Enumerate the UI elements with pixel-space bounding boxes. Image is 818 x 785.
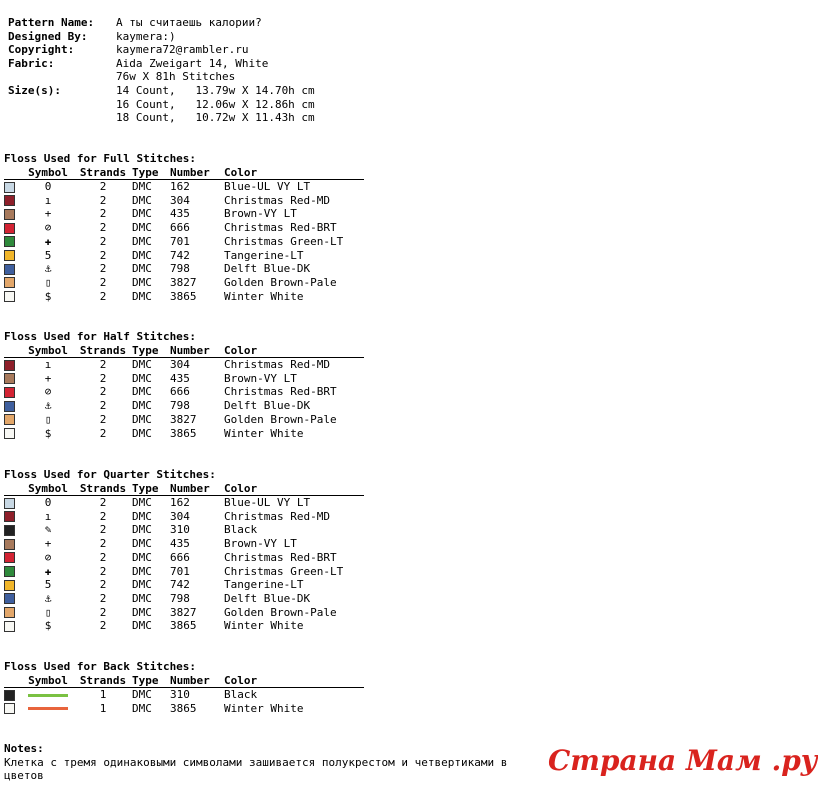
- strands-cell: 2: [99, 358, 107, 371]
- info-row: [8, 30, 315, 44]
- strands-cell: 2: [99, 248, 107, 262]
- type-cell: DMC: [132, 262, 152, 276]
- number-cell: 3865: [170, 619, 197, 633]
- type-cell: DMC: [132, 412, 152, 426]
- stitch-symbol: 5: [44, 248, 52, 262]
- type-cell: DMC: [132, 207, 152, 221]
- column-header-symbol: Symbol: [28, 482, 68, 495]
- strands-cell: 2: [99, 496, 107, 509]
- number-cell: 701: [170, 564, 190, 578]
- color-swatch: [4, 525, 15, 536]
- number-cell: 798: [170, 399, 190, 413]
- number-cell: 3827: [170, 275, 197, 289]
- stitch-symbol: +: [44, 371, 52, 385]
- number-cell: 798: [170, 591, 190, 605]
- section-title: Floss Used for Half Stitches:: [4, 330, 197, 343]
- info-label: Designed By:: [8, 29, 88, 43]
- info-row: [8, 111, 315, 125]
- number-cell: 162: [170, 496, 190, 509]
- quarter-stitches-section: [4, 468, 364, 633]
- table-row: [4, 592, 364, 606]
- table-row: [4, 372, 364, 386]
- info-value: 16 Count, 12.06w X 12.86h cm: [116, 97, 315, 111]
- notes-text-line1: Клетка с тремя одинаковыми символами зашивается полукрестом и четвертиками в: [4, 756, 508, 769]
- stitch-symbol: +: [44, 537, 52, 551]
- type-cell: DMC: [132, 578, 152, 592]
- color-name-cell: Winter White: [224, 701, 304, 715]
- table-row: [4, 510, 364, 524]
- color-name-cell: Brown-VY LT: [224, 371, 297, 385]
- column-header-color: Color: [224, 166, 258, 179]
- column-header-number: Number: [170, 166, 210, 179]
- color-swatch: [4, 703, 15, 714]
- color-name-cell: Christmas Red-MD: [224, 509, 330, 523]
- info-label: Size(s):: [8, 83, 61, 97]
- number-cell: 304: [170, 358, 190, 371]
- table-row: [4, 180, 364, 194]
- column-header-type: Type: [132, 482, 159, 495]
- color-name-cell: Brown-VY LT: [224, 537, 297, 551]
- color-name-cell: Golden Brown-Pale: [224, 275, 337, 289]
- color-swatch: [4, 182, 15, 193]
- stitch-symbol: ⊘: [44, 385, 52, 399]
- info-row: [8, 16, 315, 30]
- number-cell: 3827: [170, 605, 197, 619]
- color-swatch: [4, 291, 15, 302]
- strands-cell: 2: [99, 371, 107, 385]
- stitch-symbol: ▯: [44, 412, 52, 426]
- color-swatch: [4, 690, 15, 701]
- color-swatch: [4, 428, 15, 439]
- table-row: [4, 688, 364, 702]
- color-name-cell: Delft Blue-DK: [224, 262, 311, 276]
- info-value: 76w X 81h Stitches: [116, 70, 236, 84]
- stitch-symbol: 5: [44, 578, 52, 592]
- type-cell: DMC: [132, 509, 152, 523]
- info-value: kaymera:): [116, 29, 176, 43]
- column-header-strands: Strands: [79, 674, 127, 687]
- info-label: Copyright:: [8, 43, 75, 57]
- stitch-symbol: 0: [44, 180, 52, 193]
- table-row: [4, 565, 364, 579]
- table-row: [4, 702, 364, 716]
- table-row: [4, 619, 364, 633]
- number-cell: 435: [170, 371, 190, 385]
- number-cell: 3865: [170, 701, 197, 715]
- info-row: [8, 43, 315, 57]
- floss-table: [4, 674, 364, 715]
- stitch-symbol: ı: [44, 509, 52, 523]
- floss-table: [4, 344, 364, 440]
- strands-cell: 2: [99, 591, 107, 605]
- stitch-symbol: ✚: [44, 234, 52, 248]
- type-cell: DMC: [132, 385, 152, 399]
- color-swatch: [4, 264, 15, 275]
- number-cell: 310: [170, 523, 190, 537]
- pattern-info: [8, 16, 315, 125]
- strands-cell: 2: [99, 385, 107, 399]
- column-header-swatch: [4, 674, 22, 688]
- strands-cell: 2: [99, 289, 107, 303]
- stitch-symbol: ⚓: [44, 591, 52, 605]
- number-cell: 666: [170, 385, 190, 399]
- section-title: Floss Used for Quarter Stitches:: [4, 468, 216, 481]
- number-cell: 435: [170, 537, 190, 551]
- number-cell: 162: [170, 180, 190, 193]
- strands-cell: 2: [99, 221, 107, 235]
- type-cell: DMC: [132, 591, 152, 605]
- type-cell: DMC: [132, 688, 152, 701]
- notes: [4, 742, 507, 782]
- strands-cell: 2: [99, 193, 107, 207]
- color-name-cell: Delft Blue-DK: [224, 399, 311, 413]
- type-cell: DMC: [132, 619, 152, 633]
- column-header-color: Color: [224, 674, 258, 687]
- table-row: [4, 276, 364, 290]
- info-row: [8, 57, 315, 71]
- floss-table: [4, 482, 364, 633]
- table-row: [4, 262, 364, 276]
- strands-cell: 2: [99, 180, 107, 193]
- color-swatch: [4, 250, 15, 261]
- color-swatch: [4, 223, 15, 234]
- column-header-symbol: Symbol: [28, 344, 68, 357]
- type-cell: DMC: [132, 221, 152, 235]
- column-header-type: Type: [132, 344, 159, 357]
- strands-cell: 2: [99, 605, 107, 619]
- table-row: [4, 358, 364, 372]
- info-row: [8, 98, 315, 112]
- type-cell: DMC: [132, 193, 152, 207]
- stitch-symbol: ⊘: [44, 550, 52, 564]
- info-row: [8, 84, 315, 98]
- stitch-symbol: +: [44, 207, 52, 221]
- column-header-strands: Strands: [79, 166, 127, 179]
- color-swatch: [4, 236, 15, 247]
- number-cell: 666: [170, 221, 190, 235]
- column-header-strands: Strands: [79, 482, 127, 495]
- strands-cell: 2: [99, 523, 107, 537]
- table-row: [4, 290, 364, 304]
- type-cell: DMC: [132, 523, 152, 537]
- strands-cell: 2: [99, 509, 107, 523]
- section-title: Floss Used for Full Stitches:: [4, 152, 197, 165]
- stitch-symbol: ▯: [44, 275, 52, 289]
- table-row: [4, 221, 364, 235]
- color-swatch: [4, 621, 15, 632]
- type-cell: DMC: [132, 358, 152, 371]
- column-header-number: Number: [170, 482, 210, 495]
- strands-cell: 2: [99, 262, 107, 276]
- table-row: [4, 399, 364, 413]
- stitch-symbol: ⚓: [44, 262, 52, 276]
- strands-cell: 1: [99, 688, 107, 701]
- column-header-symbol: Symbol: [28, 166, 68, 179]
- column-header-number: Number: [170, 674, 210, 687]
- color-name-cell: Black: [224, 523, 258, 537]
- color-swatch: [4, 552, 15, 563]
- color-name-cell: Winter White: [224, 619, 304, 633]
- type-cell: DMC: [132, 234, 152, 248]
- stitch-symbol: ✚: [44, 564, 52, 578]
- color-swatch: [4, 401, 15, 412]
- strands-cell: 2: [99, 207, 107, 221]
- type-cell: DMC: [132, 289, 152, 303]
- backstitch-line-symbol: [28, 707, 68, 710]
- color-swatch: [4, 566, 15, 577]
- info-value: Aida Zweigart 14, White: [116, 56, 269, 70]
- info-value: А ты считаешь калории?: [116, 16, 262, 29]
- strands-cell: 2: [99, 537, 107, 551]
- color-name-cell: Blue-UL VY LT: [224, 180, 311, 193]
- color-swatch: [4, 607, 15, 618]
- type-cell: DMC: [132, 275, 152, 289]
- table-row: [4, 537, 364, 551]
- type-cell: DMC: [132, 605, 152, 619]
- column-header-swatch: [4, 344, 22, 358]
- table-row: [4, 235, 364, 249]
- stitch-symbol: $: [44, 426, 52, 440]
- notes-title: Notes:: [4, 742, 44, 755]
- floss-table: [4, 166, 364, 303]
- table-row: [4, 606, 364, 620]
- info-value: kaymera72@rambler.ru: [116, 43, 249, 57]
- back-stitches-section: [4, 660, 364, 715]
- table-row: [4, 427, 364, 441]
- info-row: [8, 70, 315, 84]
- number-cell: 310: [170, 688, 190, 701]
- stitch-symbol: $: [44, 619, 52, 633]
- table-row: [4, 551, 364, 565]
- table-row: [4, 578, 364, 592]
- section-title: Floss Used for Back Stitches:: [4, 660, 197, 673]
- strands-cell: 2: [99, 412, 107, 426]
- color-swatch: [4, 511, 15, 522]
- stitch-symbol: ı: [44, 193, 52, 207]
- color-swatch: [4, 209, 15, 220]
- color-name-cell: Christmas Red-MD: [224, 358, 330, 371]
- watermark-logo: Страна Мам .ру: [548, 744, 818, 777]
- number-cell: 3827: [170, 412, 197, 426]
- color-swatch: [4, 593, 15, 604]
- number-cell: 435: [170, 207, 190, 221]
- number-cell: 304: [170, 193, 190, 207]
- strands-cell: 2: [99, 578, 107, 592]
- strands-cell: 1: [99, 701, 107, 715]
- type-cell: DMC: [132, 399, 152, 413]
- column-header-swatch: [4, 482, 22, 496]
- stitch-symbol: ı: [44, 358, 52, 371]
- table-row: [4, 385, 364, 399]
- number-cell: 742: [170, 248, 190, 262]
- color-swatch: [4, 414, 15, 425]
- column-header-strands: Strands: [79, 344, 127, 357]
- color-name-cell: Winter White: [224, 426, 304, 440]
- number-cell: 3865: [170, 289, 197, 303]
- strands-cell: 2: [99, 275, 107, 289]
- color-swatch: [4, 580, 15, 591]
- info-value: 14 Count, 13.79w X 14.70h cm: [116, 83, 315, 97]
- stitch-symbol: 0: [44, 496, 52, 509]
- type-cell: DMC: [132, 371, 152, 385]
- color-name-cell: Christmas Red-BRT: [224, 221, 337, 235]
- color-name-cell: Blue-UL VY LT: [224, 496, 311, 509]
- column-header-color: Color: [224, 344, 258, 357]
- type-cell: DMC: [132, 550, 152, 564]
- color-name-cell: Christmas Green-LT: [224, 564, 344, 578]
- column-header-type: Type: [132, 166, 159, 179]
- number-cell: 701: [170, 234, 190, 248]
- color-name-cell: Tangerine-LT: [224, 578, 304, 592]
- stitch-symbol: ✎: [44, 523, 52, 537]
- column-header-color: Color: [224, 482, 258, 495]
- color-swatch: [4, 387, 15, 398]
- full-stitches-section: [4, 152, 364, 303]
- stitch-symbol: ▯: [44, 605, 52, 619]
- strands-cell: 2: [99, 550, 107, 564]
- color-name-cell: Tangerine-LT: [224, 248, 304, 262]
- type-cell: DMC: [132, 248, 152, 262]
- color-name-cell: Golden Brown-Pale: [224, 412, 337, 426]
- color-swatch: [4, 539, 15, 550]
- color-name-cell: Christmas Red-MD: [224, 193, 330, 207]
- color-name-cell: Winter White: [224, 289, 304, 303]
- info-label: Fabric:: [8, 56, 55, 70]
- strands-cell: 2: [99, 564, 107, 578]
- column-header-swatch: [4, 166, 22, 180]
- type-cell: DMC: [132, 564, 152, 578]
- color-name-cell: Christmas Red-BRT: [224, 385, 337, 399]
- stitch-symbol: ⊘: [44, 221, 52, 235]
- info-label: Pattern Name:: [8, 16, 95, 29]
- column-header-type: Type: [132, 674, 159, 687]
- strands-cell: 2: [99, 619, 107, 633]
- number-cell: 3865: [170, 426, 197, 440]
- color-swatch: [4, 195, 15, 206]
- half-stitches-section: [4, 330, 364, 440]
- number-cell: 666: [170, 550, 190, 564]
- color-name-cell: Christmas Red-BRT: [224, 550, 337, 564]
- info-value: 18 Count, 10.72w X 11.43h cm: [116, 111, 315, 125]
- color-swatch: [4, 277, 15, 288]
- backstitch-line-symbol: [28, 694, 68, 697]
- strands-cell: 2: [99, 234, 107, 248]
- table-row: [4, 413, 364, 427]
- table-row: [4, 249, 364, 263]
- color-name-cell: Delft Blue-DK: [224, 591, 311, 605]
- column-header-number: Number: [170, 344, 210, 357]
- number-cell: 798: [170, 262, 190, 276]
- table-row: [4, 207, 364, 221]
- color-swatch: [4, 360, 15, 371]
- color-swatch: [4, 498, 15, 509]
- stitch-symbol: $: [44, 289, 52, 303]
- type-cell: DMC: [132, 180, 152, 193]
- type-cell: DMC: [132, 537, 152, 551]
- number-cell: 742: [170, 578, 190, 592]
- type-cell: DMC: [132, 701, 152, 715]
- table-row: [4, 194, 364, 208]
- color-name-cell: Golden Brown-Pale: [224, 605, 337, 619]
- table-row: [4, 523, 364, 537]
- strands-cell: 2: [99, 426, 107, 440]
- notes-text-line2: цветов: [4, 769, 44, 782]
- color-name-cell: Black: [224, 688, 258, 701]
- color-name-cell: Brown-VY LT: [224, 207, 297, 221]
- color-swatch: [4, 373, 15, 384]
- number-cell: 304: [170, 509, 190, 523]
- color-name-cell: Christmas Green-LT: [224, 234, 344, 248]
- column-header-symbol: Symbol: [28, 674, 68, 687]
- type-cell: DMC: [132, 496, 152, 509]
- stitch-symbol: ⚓: [44, 399, 52, 413]
- type-cell: DMC: [132, 426, 152, 440]
- table-row: [4, 496, 364, 510]
- strands-cell: 2: [99, 399, 107, 413]
